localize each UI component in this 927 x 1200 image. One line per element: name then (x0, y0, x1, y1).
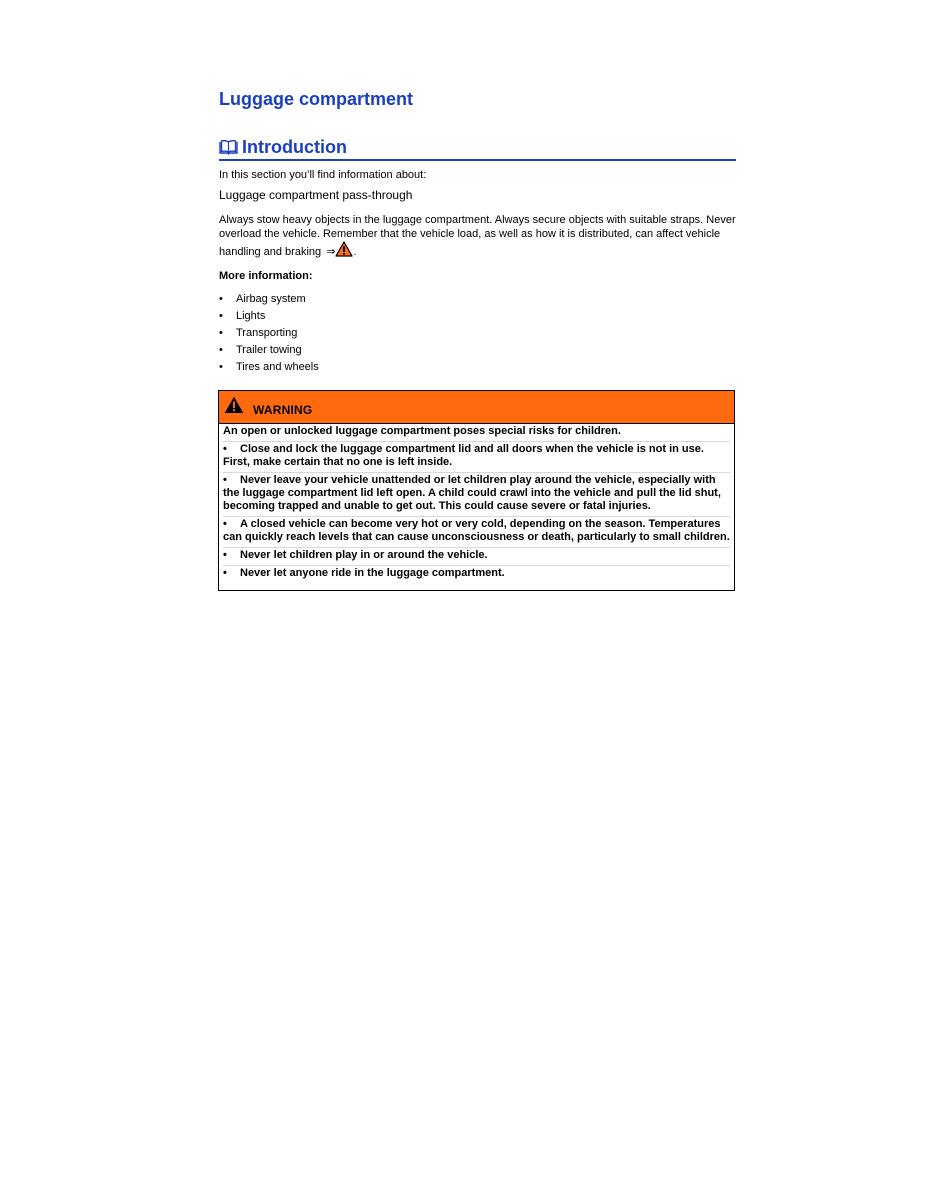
list-item[interactable] (219, 359, 319, 376)
reference-arrow: ⇒ (326, 246, 336, 258)
list-item[interactable] (219, 291, 319, 308)
list-item-label: Trailer towing (236, 344, 302, 356)
list-item-label: Airbag system (236, 293, 306, 305)
bullet: • (223, 518, 227, 530)
bullet: • (219, 293, 223, 305)
body-paragraph-end: . (353, 246, 357, 258)
warning-item (223, 566, 730, 583)
list-item[interactable] (219, 342, 319, 359)
warning-item-text: Never let children play in or around the vehicle. (240, 549, 488, 561)
warning-item-text: Never let anyone ride in the luggage compartment. (240, 567, 505, 579)
more-info-list (219, 291, 319, 376)
warning-item-text: A closed vehicle can become very hot or very cold, depending on the season. Temperatures can quickly reach levels that can cause unconsciousness or death, particularly to small children. (223, 518, 730, 543)
bullet: • (223, 549, 227, 561)
warning-header (219, 391, 734, 424)
list-item-label: Lights (236, 310, 266, 322)
bullet: • (223, 567, 227, 579)
section-title: Introduction (242, 137, 347, 157)
bullet: • (219, 310, 223, 322)
warning-item-text: Close and lock the luggage compartment lid and all doors when the vehicle is not in use. First, make certain that no one is left inside. (223, 443, 704, 468)
warning-body (219, 424, 734, 583)
intro-text: In this section you’ll find information about: (219, 169, 427, 181)
list-item[interactable] (219, 325, 319, 342)
list-item-label: Transporting (236, 327, 298, 339)
list-item-label: Tires and wheels (236, 361, 319, 373)
pass-through-link[interactable]: Luggage compartment pass-through (219, 188, 413, 202)
bullet: • (219, 327, 223, 339)
body-paragraph-text: Always stow heavy objects in the luggage compartment. Always secure objects with suitable straps. Never overload the vehicle. Remember that the vehicle load, as well as how it is distributed, can affect vehicle handling and braking (219, 214, 736, 258)
section-header (219, 136, 736, 161)
warning-item-text: Never leave your vehicle unattended or let children play around the vehicle, especially with the luggage compartment lid left open. A child could crawl into the vehicle and pull the lid shut, becoming trapped and unable to get out. This could cause severe or fatal injuries. (223, 474, 721, 512)
warning-icon (224, 396, 244, 414)
bullet: • (219, 361, 223, 373)
page-title: Luggage compartment (219, 89, 414, 109)
warning-intro: An open or unlocked luggage compartment poses special risks for children. (223, 424, 730, 442)
bullet: • (219, 344, 223, 356)
warning-box (218, 390, 735, 591)
warning-item (223, 473, 730, 517)
bullet: • (223, 443, 227, 455)
list-item[interactable] (219, 308, 319, 325)
warning-item (223, 517, 730, 548)
warning-reference-icon[interactable] (335, 241, 353, 257)
body-paragraph (219, 214, 739, 260)
more-info-heading: More information: (219, 270, 313, 282)
warning-item (223, 442, 730, 473)
warning-title: WARNING (253, 403, 313, 417)
bullet: • (223, 474, 227, 486)
warning-item (223, 548, 730, 566)
book-icon (219, 140, 238, 155)
